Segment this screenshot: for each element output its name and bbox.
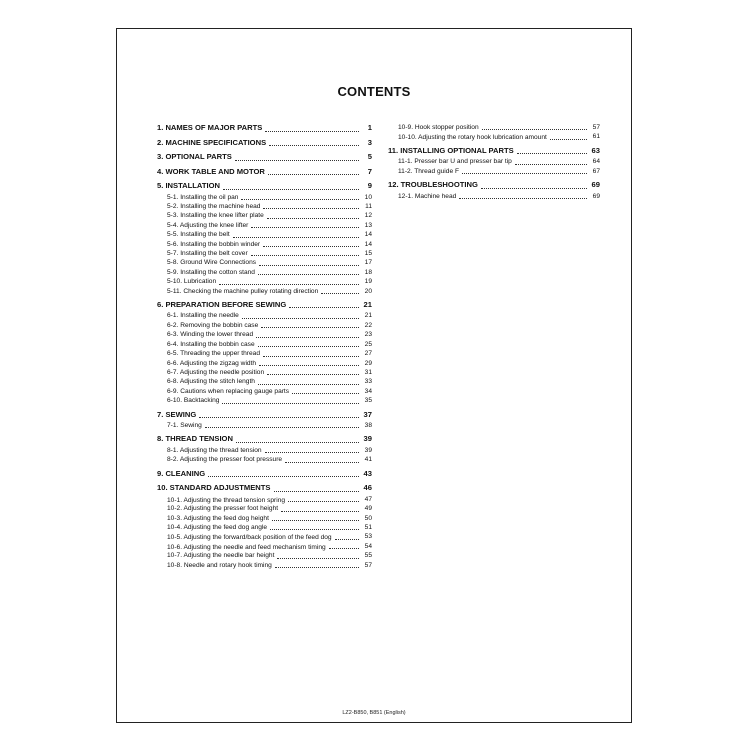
dot-leader	[219, 284, 359, 285]
entry-title: 6-5. Threading the upper thread	[167, 350, 260, 358]
entry-title: 5-4. Adjusting the knee lifter	[167, 221, 249, 229]
toc-section	[157, 181, 372, 296]
toc-entry[interactable]	[157, 446, 372, 455]
toc-section	[157, 167, 372, 178]
dot-leader	[281, 511, 359, 512]
page-number: 5	[367, 152, 372, 161]
entry-title: 11-2. Thread guide F	[398, 167, 459, 175]
toc-entry[interactable]	[157, 268, 372, 277]
page-number: 29	[364, 359, 372, 367]
page-number: 34	[364, 387, 372, 395]
entry-title: 10-3. Adjusting the feed dog height	[167, 514, 269, 522]
dot-leader	[515, 164, 587, 165]
dot-leader	[205, 427, 359, 428]
toc-entry[interactable]	[388, 167, 600, 176]
toc-entry[interactable]	[157, 202, 372, 211]
entry-title: 6-10. Backtacking	[167, 397, 220, 405]
entry-title: 5-3. Installing the knee lifter plate	[167, 212, 264, 220]
page-number: 51	[364, 523, 372, 531]
toc-section-heading[interactable]	[157, 410, 372, 421]
dot-leader	[267, 374, 359, 375]
dot-leader	[267, 218, 359, 219]
toc-entry[interactable]	[157, 455, 372, 464]
toc-entry[interactable]	[157, 421, 372, 430]
section-title: 9. CLEANING	[157, 468, 206, 478]
page-number: 57	[364, 561, 372, 569]
section-title: 7. SEWING	[157, 409, 197, 419]
dot-leader	[269, 145, 359, 146]
dot-leader	[222, 403, 359, 404]
entry-title: 5-2. Installing the machine head	[167, 202, 261, 210]
toc-entry[interactable]	[157, 221, 372, 230]
toc-entry[interactable]	[157, 387, 372, 396]
page-number: 10	[364, 193, 372, 201]
dot-leader	[233, 237, 359, 238]
page-number: 61	[592, 133, 600, 141]
section-title: 5. INSTALLATION	[157, 181, 220, 190]
dot-leader	[199, 417, 359, 418]
page-number: 23	[364, 331, 372, 339]
dot-leader	[321, 293, 359, 294]
page-number: 63	[591, 145, 600, 155]
entry-title: 5-8. Ground Wire Connections	[167, 259, 257, 267]
toc-entry[interactable]	[157, 504, 372, 513]
entry-title: 10-8. Needle and rotary hook timing	[167, 561, 272, 569]
dot-leader	[272, 520, 359, 521]
toc-section-heading[interactable]	[157, 181, 372, 192]
dot-leader	[242, 318, 359, 319]
dot-leader	[335, 539, 359, 540]
page-number: 18	[364, 268, 372, 276]
toc-entry[interactable]	[388, 123, 600, 132]
entry-title: 10-6. Adjusting the needle and feed mechanism timing	[167, 543, 326, 551]
dot-leader	[235, 160, 359, 161]
toc-entry[interactable]	[157, 514, 372, 523]
toc-entry[interactable]	[157, 330, 372, 339]
toc-entry[interactable]	[157, 495, 372, 504]
page-number: 21	[364, 312, 372, 320]
entry-title: 6-7. Adjusting the needle position	[167, 368, 265, 376]
toc-section	[157, 300, 372, 406]
section-title: 11. INSTALLING OPTIONAL PARTS	[388, 145, 514, 155]
toc-section-heading[interactable]	[157, 483, 372, 494]
toc-entry[interactable]	[157, 311, 372, 320]
page-number: 64	[592, 158, 600, 166]
dot-leader	[289, 307, 359, 308]
page-number: 17	[364, 259, 372, 267]
toc-section-heading[interactable]	[157, 167, 372, 178]
page-number: 12	[364, 212, 372, 220]
toc-section	[157, 469, 372, 480]
entry-title: 6-1. Installing the needle	[167, 312, 239, 320]
toc-entry[interactable]	[157, 396, 372, 405]
dot-leader	[259, 265, 359, 266]
toc-section-heading[interactable]	[157, 123, 372, 134]
document-code: LZ2-B850, B851 (English)	[342, 710, 406, 716]
entry-title: 5-5. Installing the belt	[167, 231, 230, 239]
dot-leader	[263, 208, 359, 209]
toc-left-column	[157, 123, 372, 574]
toc-entry[interactable]	[157, 532, 372, 541]
page-number: 20	[364, 287, 372, 295]
dot-leader	[261, 327, 359, 328]
entry-title: 6-3. Winding the lower thread	[167, 331, 254, 339]
entry-title: 10-10. Adjusting the rotary hook lubrication amount	[398, 134, 547, 142]
toc-section	[388, 123, 600, 142]
dot-leader	[274, 491, 360, 492]
entry-title: 6-8. Adjusting the stitch length	[167, 378, 255, 386]
dot-leader	[481, 188, 587, 189]
entry-title: 5-9. Installing the cotton stand	[167, 268, 255, 276]
dot-leader	[285, 462, 359, 463]
toc-section-heading[interactable]	[157, 300, 372, 311]
page-number: 43	[363, 468, 372, 478]
toc-right-column	[388, 123, 600, 205]
page-number: 69	[591, 180, 600, 190]
toc-entry[interactable]	[157, 193, 372, 202]
dot-leader	[236, 442, 359, 443]
toc-entry[interactable]	[388, 132, 600, 141]
entry-title: 5-7. Installing the belt cover	[167, 249, 248, 257]
page-number: 1	[367, 123, 372, 132]
page-number: 21	[363, 299, 372, 309]
dot-leader	[258, 384, 359, 385]
toc-entry[interactable]	[388, 157, 600, 166]
page-number: 31	[364, 368, 372, 376]
toc-section-heading[interactable]	[157, 469, 372, 480]
toc-section	[157, 123, 372, 134]
toc-section	[388, 146, 600, 176]
toc-entry[interactable]	[157, 523, 372, 532]
dot-leader	[258, 346, 359, 347]
dot-leader	[263, 246, 359, 247]
dot-leader	[482, 129, 587, 130]
dot-leader	[259, 365, 359, 366]
entry-title: 6-4. Installing the bobbin case	[167, 340, 255, 348]
dot-leader	[275, 567, 359, 568]
toc-entry[interactable]	[157, 359, 372, 368]
page-number: 67	[592, 167, 600, 175]
page-number: 35	[364, 397, 372, 405]
toc-section	[157, 138, 372, 149]
toc-section	[157, 483, 372, 570]
dot-leader	[292, 393, 359, 394]
section-title: 3. OPTIONAL PARTS	[157, 152, 232, 161]
page-title: CONTENTS	[337, 84, 411, 99]
page-number: 3	[367, 137, 372, 147]
entry-title: 8-2. Adjusting the presser foot pressure	[167, 456, 283, 464]
page-number: 49	[364, 505, 372, 513]
toc-section	[388, 180, 600, 201]
toc-entry[interactable]	[157, 240, 372, 249]
section-title: 1. NAMES OF MAJOR PARTS	[157, 123, 263, 132]
toc-section	[157, 410, 372, 431]
dot-leader	[268, 174, 359, 175]
entry-title: 10-2. Adjusting the presser foot height	[167, 505, 279, 513]
page-number: 47	[364, 495, 372, 503]
page-number: 38	[364, 422, 372, 430]
entry-title: 6-2. Removing the bobbin case	[167, 321, 259, 329]
dot-leader	[241, 199, 359, 200]
entry-title: 10-5. Adjusting the forward/back position of the feed dog	[167, 534, 332, 542]
dot-leader	[258, 274, 359, 275]
toc-section-heading[interactable]	[157, 138, 372, 149]
dot-leader	[251, 227, 359, 228]
toc-entry[interactable]	[157, 561, 372, 570]
page-number: 41	[364, 456, 372, 464]
page-number: 9	[367, 181, 372, 190]
page-number: 14	[364, 240, 372, 248]
toc-section	[157, 152, 372, 163]
page-number: 13	[364, 221, 372, 229]
toc-entry[interactable]	[157, 551, 372, 560]
toc-entry[interactable]	[157, 230, 372, 239]
page-number: 19	[364, 278, 372, 286]
entry-title: 11-1. Presser bar U and presser bar tip	[398, 158, 512, 166]
dot-leader	[270, 529, 359, 530]
toc-entry[interactable]	[157, 368, 372, 377]
toc-section-heading[interactable]	[388, 146, 600, 157]
entry-title: 5-11. Checking the machine pulley rotating direction	[167, 288, 319, 296]
manual-page	[116, 28, 632, 723]
section-title: 12. TROUBLESHOOTING	[388, 180, 478, 190]
toc-section-heading[interactable]	[157, 152, 372, 163]
toc-entry[interactable]	[157, 542, 372, 551]
page-number: 54	[364, 542, 372, 550]
dot-leader	[459, 198, 587, 199]
toc-entry[interactable]	[157, 321, 372, 330]
section-title: 2. MACHINE SPECIFICATIONS	[157, 137, 267, 147]
toc-entry[interactable]	[157, 377, 372, 386]
page-number: 15	[364, 249, 372, 257]
entry-title: 5-10. Lubrication	[167, 278, 217, 286]
page-number: 57	[592, 124, 600, 131]
entry-title: 6-9. Cautions when replacing gauge parts	[167, 387, 290, 395]
entry-title: 12-1. Machine head	[398, 192, 457, 200]
dot-leader	[288, 501, 359, 502]
dot-leader	[277, 558, 359, 559]
toc-entry[interactable]	[157, 340, 372, 349]
page-number: 69	[592, 192, 600, 200]
entry-title: 6-6. Adjusting the zigzag width	[167, 359, 257, 367]
page-number: 33	[364, 378, 372, 386]
entry-title: 8-1. Adjusting the thread tension	[167, 446, 262, 454]
dot-leader	[550, 139, 587, 140]
page-number: 14	[364, 231, 372, 239]
section-title: 6. PREPARATION BEFORE SEWING	[157, 299, 287, 309]
section-title: 10. STANDARD ADJUSTMENTS	[157, 483, 271, 493]
page-number: 7	[367, 166, 372, 176]
page-number: 39	[363, 434, 372, 444]
dot-leader	[517, 153, 587, 154]
dot-leader	[256, 337, 359, 338]
page-number: 22	[364, 321, 372, 329]
dot-leader	[223, 189, 359, 190]
page-number: 37	[363, 409, 372, 419]
toc-entry[interactable]	[157, 287, 372, 296]
dot-leader	[263, 356, 359, 357]
toc-entry[interactable]	[157, 349, 372, 358]
toc-section-heading[interactable]	[388, 180, 600, 191]
dot-leader	[208, 476, 359, 477]
section-title: 4. WORK TABLE AND MOTOR	[157, 166, 265, 176]
dot-leader	[329, 548, 359, 549]
entry-title: 7-1. Sewing	[167, 422, 202, 430]
entry-title: 5-1. Installing the oil pan	[167, 193, 239, 201]
toc-entry[interactable]	[388, 192, 600, 201]
toc-section-heading[interactable]	[157, 434, 372, 445]
entry-title: 10-9. Hook stopper position	[398, 124, 479, 131]
entry-title: 10-4. Adjusting the feed dog angle	[167, 523, 268, 531]
page-number: 25	[364, 340, 372, 348]
entry-title: 5-6. Installing the bobbin winder	[167, 240, 261, 248]
page-number: 39	[364, 446, 372, 454]
entry-title: 10-1. Adjusting the thread tension spring	[167, 496, 286, 504]
page-number: 53	[364, 533, 372, 541]
toc-entry[interactable]	[157, 277, 372, 286]
page-number: 50	[364, 514, 372, 522]
toc-entry[interactable]	[157, 211, 372, 220]
entry-title: 10-7. Adjusting the needle bar height	[167, 552, 275, 560]
page-number: 11	[365, 202, 372, 210]
toc-entry[interactable]	[157, 249, 372, 258]
toc-section	[157, 434, 372, 464]
page-number: 55	[364, 552, 372, 560]
dot-leader	[251, 255, 359, 256]
toc-entry[interactable]	[157, 258, 372, 267]
page-number: 46	[363, 483, 372, 493]
section-title: 8. THREAD TENSION	[157, 434, 233, 444]
dot-leader	[462, 173, 587, 174]
dot-leader	[265, 131, 359, 132]
page-number: 27	[364, 350, 372, 358]
dot-leader	[265, 452, 359, 453]
